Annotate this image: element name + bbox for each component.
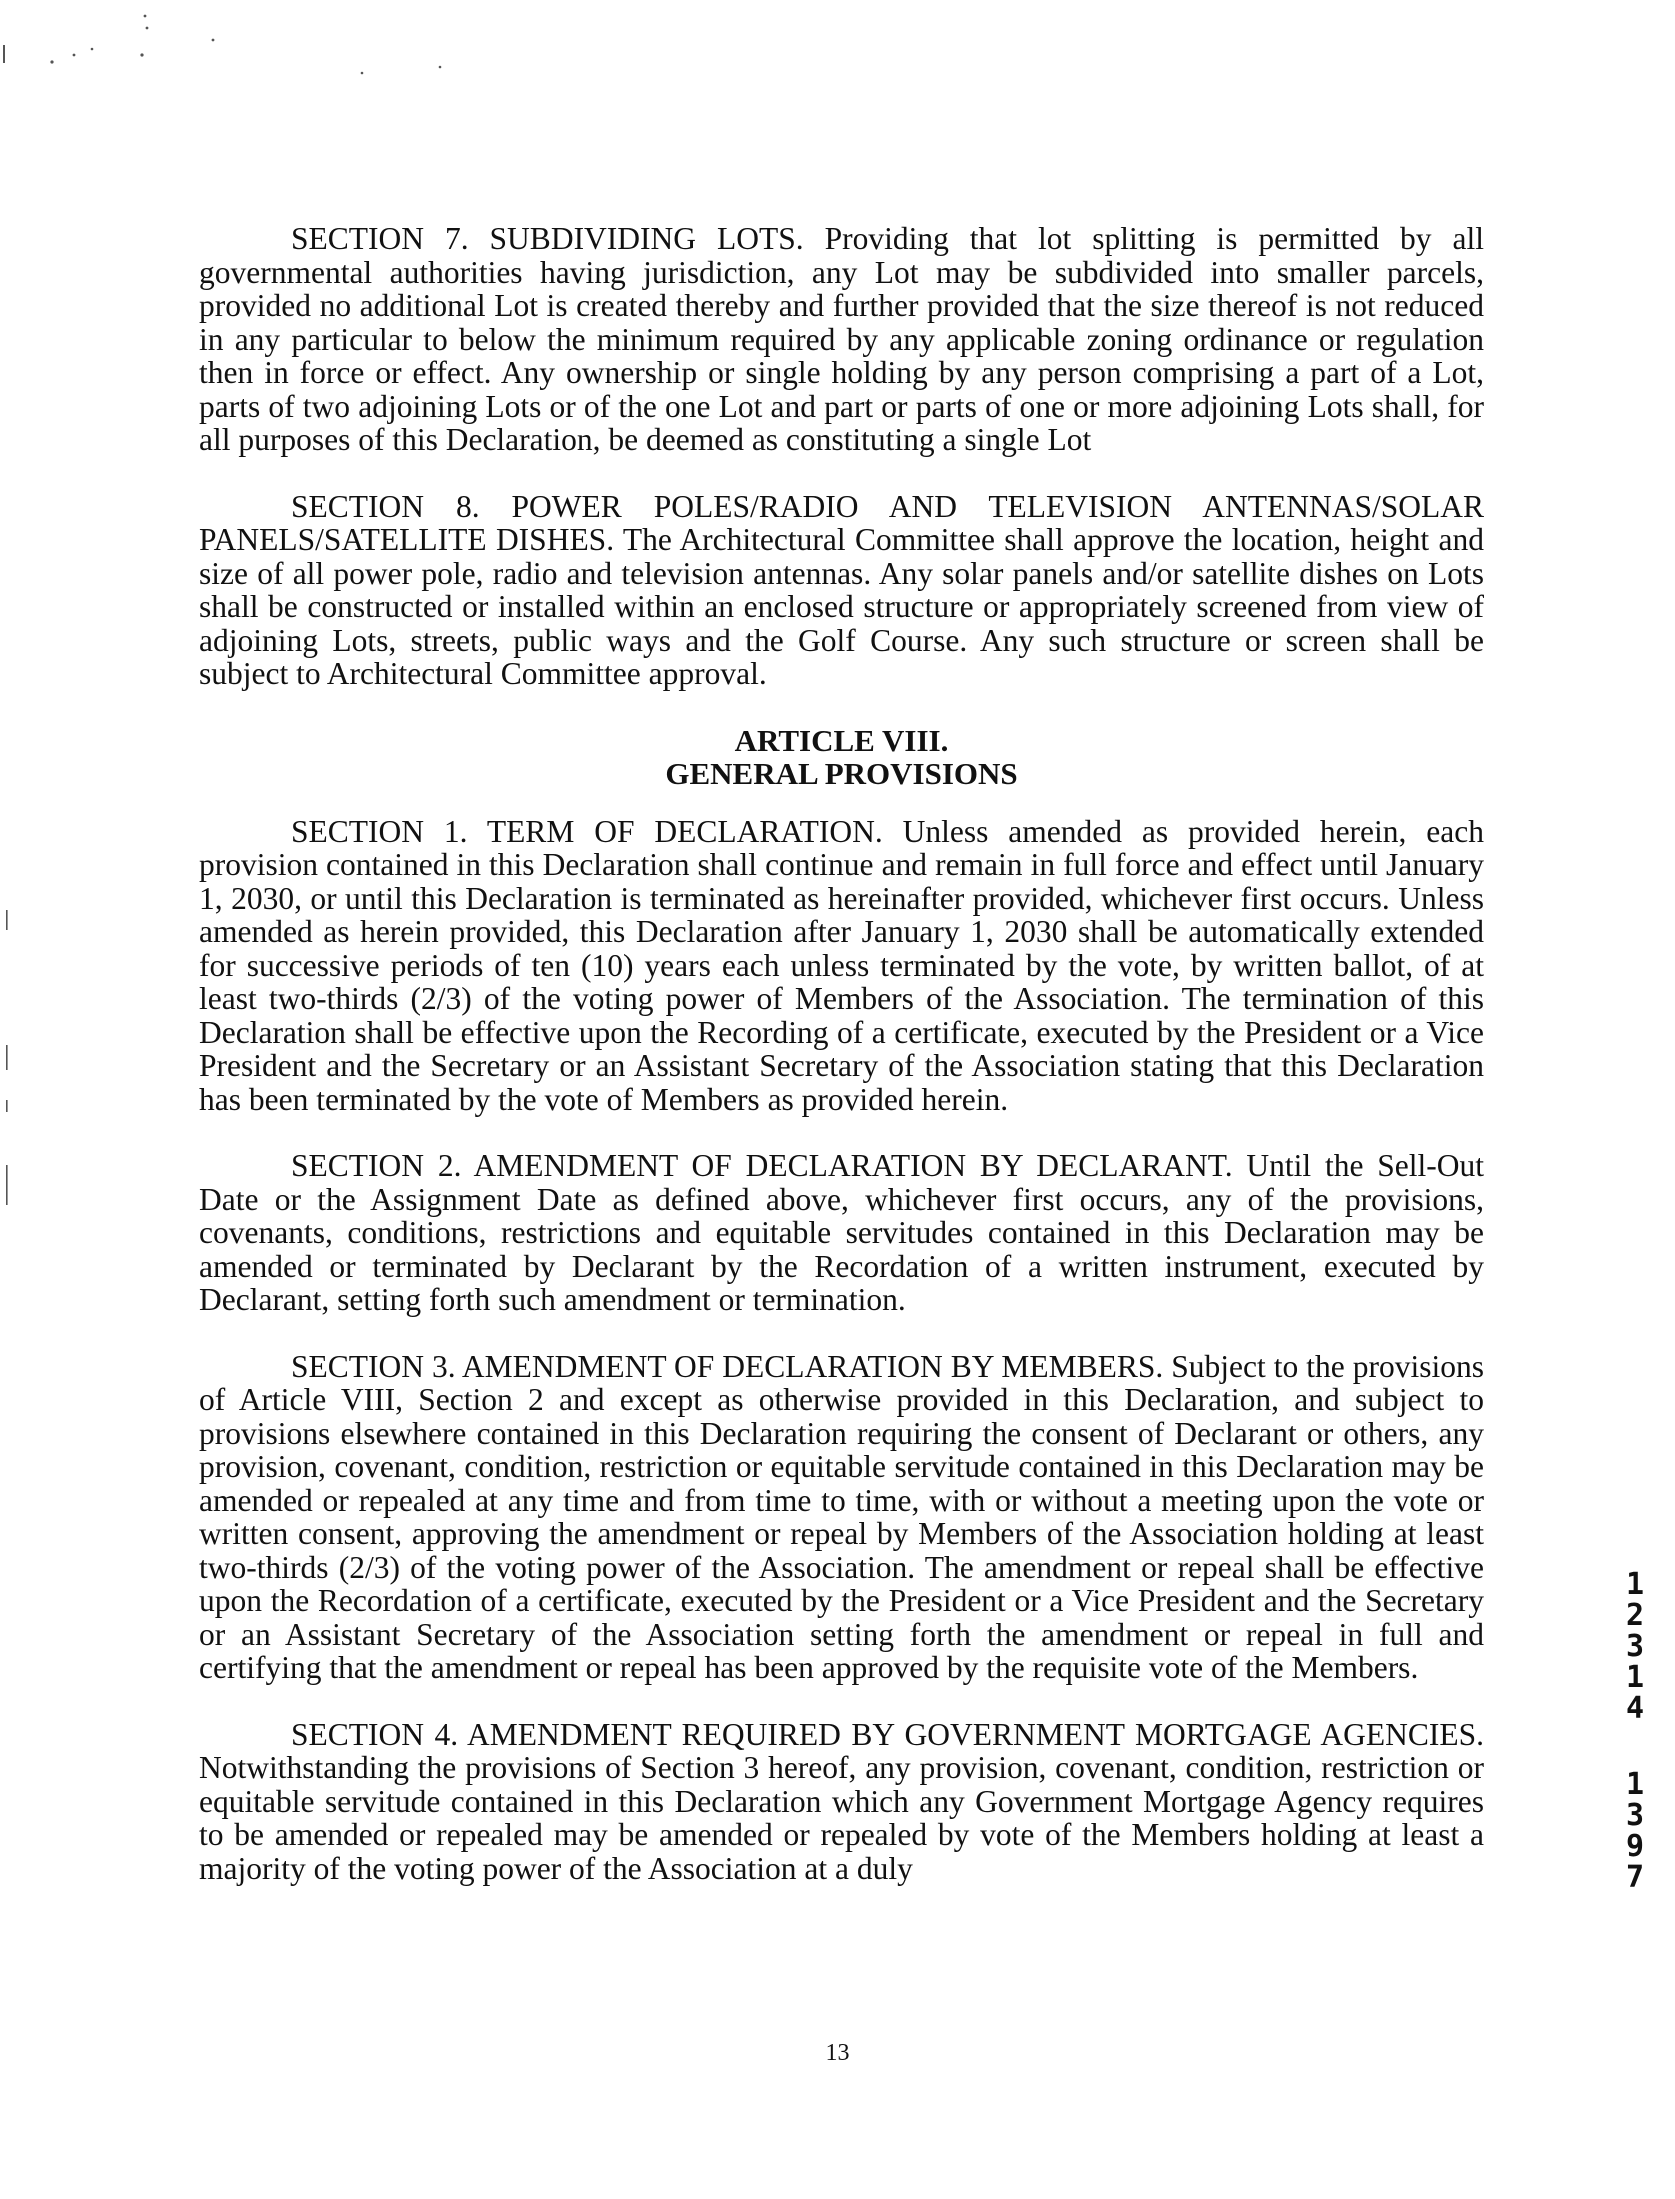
margin-stamp-upper	[1615, 1567, 1655, 1726]
article-title: GENERAL PROVISIONS	[665, 755, 1018, 791]
margin-stamp-lower	[1615, 1767, 1655, 1895]
stamp-digit: 2	[1625, 1598, 1645, 1633]
section-3-amendment-by-members: SECTION 3. AMENDMENT OF DECLARATION BY MEMBERS. Subject to the provisions of Article VIII, Section 2 and except as otherwise provided in this Declaration, and subject to provisions elsewhere contained in this Declaration requiring the consent of Declarant or others, any provision, covenant, condition, restriction or equitable servitude contained in this Declaration may be amended or repealed at any time and from time to time, with or without a meeting upon the vote or written consent, approving the amendment or repeal by Members of the Association holding at least two-thirds (2/3) of the voting power of the Association. The amendment or repeal shall be effective upon the Recordation of a certificate, executed by the President or a Vice President and the Secretary or an Assistant Secretary of the Association setting forth the amendment or repeal in full and certifying that the amendment or repeal has been approved by the requisite vote of the Members.	[199, 1348, 1484, 1685]
stamp-digit: 1	[1625, 1767, 1645, 1802]
stamp-digit: 4	[1625, 1691, 1645, 1726]
section-8-power-poles: SECTION 8. POWER POLES/RADIO AND TELEVISION ANTENNAS/SOLAR PANELS/SATELLITE DISHES. The Architectural Committee shall approve the location, height and size of all power pole, radio and television antennas. Any solar panels and/or satellite dishes on Lots shall be constructed or installed within an enclosed structure or appropriately screened from view of adjoining Lots, streets, public ways and the Golf Course. Any such structure or screen shall be subject to Architectural Committee approval.	[199, 488, 1484, 691]
stamp-digit: 7	[1625, 1860, 1645, 1895]
scan-edge-marks	[0, 0, 20, 2199]
scan-specks	[0, 0, 500, 100]
stamp-digit: 3	[1625, 1798, 1645, 1833]
page-number: 13	[825, 2040, 850, 2066]
stamp-digit: 1	[1625, 1660, 1645, 1695]
document-body	[199, 222, 1484, 1918]
article-heading	[199, 724, 1484, 790]
stamp-digit: 9	[1625, 1829, 1645, 1864]
stamp-digit: 1	[1625, 1567, 1645, 1602]
section-2-amendment-by-declarant: SECTION 2. AMENDMENT OF DECLARATION BY DECLARANT. Until the Sell-Out Date or the Assignment Date as defined above, whichever first occurs, any of the provisions, covenants, conditions, restrictions and equitable servitudes contained in this Declaration may be amended or terminated by Declarant by the Recordation of a written instrument, executed by Declarant, setting forth such amendment or termination.	[199, 1148, 1484, 1317]
section-7-subdividing-lots: SECTION 7. SUBDIVIDING LOTS. Providing that lot splitting is permitted by all governmental authorities having jurisdiction, any Lot may be subdivided into smaller parcels, provided no additional Lot is created thereby and further provided that the size thereof is not reduced in any particular to below the minimum required by any applicable zoning ordinance or regulation then in force or effect. Any ownership or single holding by any person comprising a part of a Lot, parts of two adjoining Lots or of the one Lot and part or parts of one or more adjoining Lots shall, for all purposes of this Declaration, be deemed as constituting a single Lot	[199, 221, 1484, 457]
article-number: ARTICLE VIII.	[734, 722, 949, 758]
section-4-amendment-required: SECTION 4. AMENDMENT REQUIRED BY GOVERNMENT MORTGAGE AGENCIES. Notwithstanding the provisions of Section 3 hereof, any provision, covenant, condition, restriction or equitable servitude contained in this Declaration which any Government Mortgage Agency requires to be amended or repealed may be amended or repealed by vote of the Members holding at least a majority of the voting power of the Association at a duly	[199, 1716, 1484, 1886]
stamp-digit: 3	[1625, 1629, 1645, 1664]
section-1-term-of-declaration: SECTION 1. TERM OF DECLARATION. Unless amended as provided herein, each provision contained in this Declaration shall continue and remain in full force and effect until January 1, 2030, or until this Declaration is terminated as hereinafter provided, whichever first occurs. Unless amended as herein provided, this Declaration after January 1, 2030 shall be automatically extended for successive periods of ten (10) years each unless terminated by the vote, by written ballot, of at least two-thirds (2/3) of the voting power of Members of the Association. The termination of this Declaration shall be effective upon the Recording of a certificate, executed by the President or a Vice President and the Secretary or an Assistant Secretary of the Association stating that this Declaration has been terminated by the vote of Members as provided herein.	[199, 813, 1484, 1117]
